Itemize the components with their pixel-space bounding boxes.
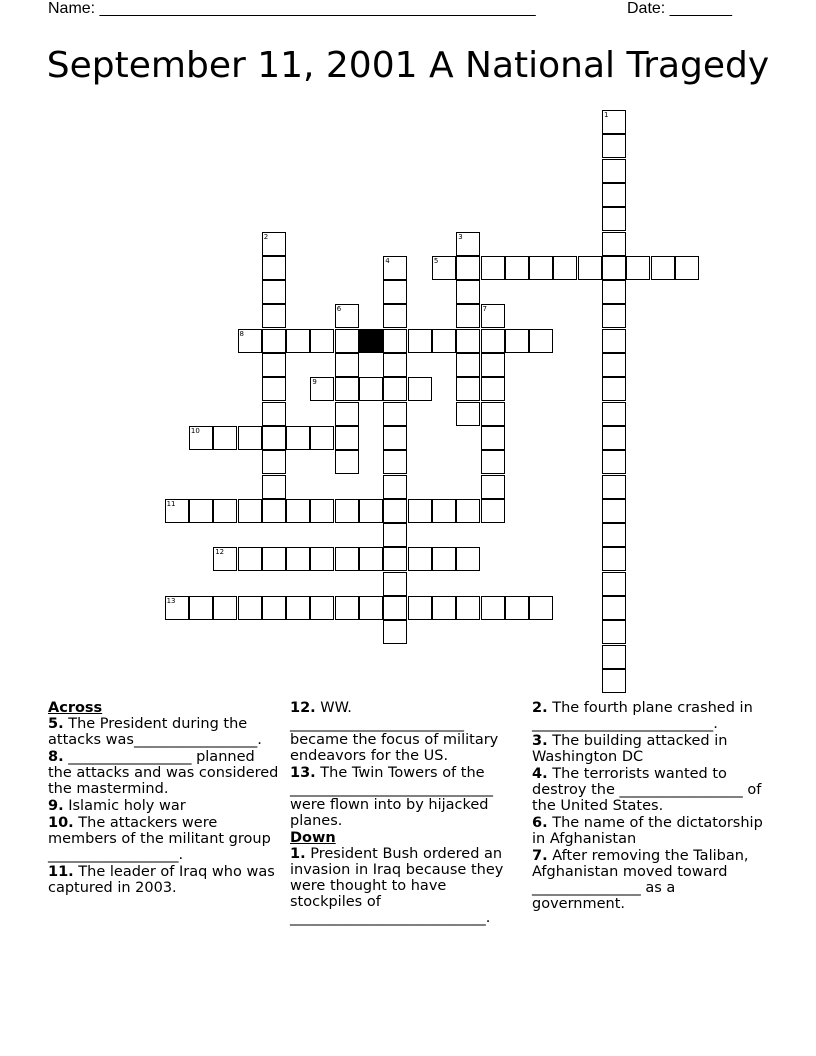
grid-cell[interactable] [310, 499, 334, 523]
grid-cell[interactable] [602, 329, 626, 353]
cell-number: 2 [263, 232, 269, 241]
grid-cell[interactable] [359, 499, 383, 523]
clue-column-1 [48, 700, 280, 897]
grid-cell[interactable] [456, 499, 480, 523]
grid-cell[interactable] [602, 207, 626, 231]
grid-cell[interactable] [505, 596, 529, 620]
clue-number: 8. [48, 749, 64, 765]
clue-down-3 [532, 733, 764, 765]
grid-cell[interactable] [481, 256, 505, 280]
grid-cell[interactable] [262, 475, 286, 499]
cell-number: 7 [482, 305, 487, 314]
grid-cell[interactable] [383, 499, 407, 523]
clue-text: WW. ________________________ became the focus of military endeavors for the US. [290, 700, 499, 764]
grid-cell[interactable] [383, 353, 407, 377]
grid-cell[interactable] [456, 280, 480, 304]
grid-cell[interactable] [262, 353, 286, 377]
grid-cell[interactable] [432, 547, 456, 571]
cell-number: 10 [190, 426, 200, 435]
grid-cell[interactable] [602, 523, 626, 547]
grid-cell[interactable] [481, 402, 505, 426]
grid-cell[interactable] [359, 377, 383, 401]
name-field-label[interactable]: Name: _________________________________________________ [48, 0, 536, 17]
grid-cell[interactable] [383, 280, 407, 304]
grid-cell[interactable] [262, 426, 286, 450]
cell-number: 11 [166, 499, 176, 508]
clue-text: The Twin Towers of the ____________________________ were flown into by hijacked planes. [290, 765, 493, 829]
grid-cell[interactable] [335, 426, 359, 450]
clue-number: 2. [532, 700, 548, 716]
clue-number: 9. [48, 798, 64, 814]
grid-cell[interactable] [383, 450, 407, 474]
grid-cell[interactable] [602, 134, 626, 158]
grid-cell[interactable] [262, 329, 286, 353]
grid-cell[interactable] [213, 547, 237, 571]
grid-cell[interactable] [432, 256, 456, 280]
grid-cell[interactable] [602, 669, 626, 693]
grid-cell[interactable] [481, 450, 505, 474]
grid-cell[interactable] [602, 572, 626, 596]
clue-down-2 [532, 700, 764, 732]
grid-cell[interactable] [310, 547, 334, 571]
grid-cell[interactable] [408, 377, 432, 401]
grid-cell[interactable] [626, 256, 650, 280]
grid-cell[interactable] [408, 329, 432, 353]
black-square [359, 329, 383, 353]
clue-down-1 [290, 846, 522, 926]
grid-cell[interactable] [189, 426, 213, 450]
grid-cell[interactable] [432, 596, 456, 620]
clue-number: 5. [48, 716, 64, 732]
grid-cell[interactable] [481, 596, 505, 620]
clue-number: 4. [532, 766, 548, 782]
grid-cell[interactable] [481, 426, 505, 450]
clue-number: 12. [290, 700, 316, 716]
grid-cell[interactable] [481, 353, 505, 377]
grid-cell[interactable] [602, 110, 626, 134]
grid-cell[interactable] [213, 499, 237, 523]
clue-column-2 [290, 700, 522, 927]
grid-cell[interactable] [286, 329, 310, 353]
grid-cell[interactable] [383, 620, 407, 644]
grid-cell[interactable] [456, 596, 480, 620]
grid-cell[interactable] [602, 256, 626, 280]
cell-number: 8 [239, 329, 244, 338]
grid-cell[interactable] [262, 547, 286, 571]
grid-cell[interactable] [213, 426, 237, 450]
across-heading: Across [48, 700, 103, 716]
grid-cell[interactable] [383, 377, 407, 401]
grid-cell[interactable] [335, 450, 359, 474]
clue-text: President Bush ordered an invasion in Iraq because they were thought to have stockpiles of ___________________________. [290, 846, 504, 926]
grid-cell[interactable] [383, 596, 407, 620]
clue-across-11 [48, 864, 280, 896]
grid-cell[interactable] [553, 256, 577, 280]
grid-cell[interactable] [529, 256, 553, 280]
grid-cell[interactable] [335, 547, 359, 571]
clue-across-5 [48, 716, 280, 748]
grid-cell[interactable] [286, 547, 310, 571]
grid-cell[interactable] [189, 596, 213, 620]
grid-cell[interactable] [651, 256, 675, 280]
grid-cell[interactable] [602, 499, 626, 523]
grid-cell[interactable] [286, 426, 310, 450]
grid-cell[interactable] [481, 377, 505, 401]
page-title: September 11, 2001 A National Tragedy [46, 45, 770, 86]
grid-cell[interactable] [675, 256, 699, 280]
cell-number: 12 [215, 548, 225, 557]
grid-cell[interactable] [383, 256, 407, 280]
grid-cell[interactable] [165, 499, 189, 523]
grid-cell[interactable] [165, 596, 189, 620]
grid-cell[interactable] [383, 475, 407, 499]
grid-cell[interactable] [189, 499, 213, 523]
clue-text: The name of the dictatorship in Afghanistan [532, 815, 763, 847]
grid-cell[interactable] [602, 450, 626, 474]
grid-cell[interactable] [310, 377, 334, 401]
grid-cell[interactable] [238, 426, 262, 450]
grid-cell[interactable] [383, 523, 407, 547]
clue-text: The President during the attacks was_________________. [48, 716, 262, 748]
clue-text: _________________ planned the attacks and was considered the mastermind. [48, 749, 279, 797]
clue-number: 1. [290, 846, 306, 862]
grid-cell[interactable] [602, 280, 626, 304]
grid-cell[interactable] [262, 402, 286, 426]
clue-number: 6. [532, 815, 548, 831]
grid-cell[interactable] [602, 645, 626, 669]
clue-number: 7. [532, 848, 548, 864]
cell-number: 4 [385, 256, 390, 265]
grid-cell[interactable] [456, 256, 480, 280]
clue-across-13 [290, 765, 522, 829]
grid-cell[interactable] [262, 377, 286, 401]
grid-cell[interactable] [262, 304, 286, 328]
grid-cell[interactable] [310, 596, 334, 620]
cell-number: 1 [604, 111, 609, 119]
grid-cell[interactable] [481, 475, 505, 499]
down-heading: Down [290, 830, 336, 846]
grid-cell[interactable] [383, 572, 407, 596]
grid-cell[interactable] [310, 329, 334, 353]
grid-cell[interactable] [238, 547, 262, 571]
grid-cell[interactable] [432, 329, 456, 353]
grid-cell[interactable] [529, 596, 553, 620]
grid-cell[interactable] [456, 402, 480, 426]
clue-down-7 [532, 848, 764, 912]
cell-number: 9 [312, 378, 317, 387]
grid-cell[interactable] [383, 402, 407, 426]
grid-cell[interactable] [481, 499, 505, 523]
grid-cell[interactable] [335, 353, 359, 377]
grid-cell[interactable] [335, 329, 359, 353]
grid-cell[interactable] [383, 304, 407, 328]
clue-text: After removing the Taliban, Afghanistan moved toward _______________ as a government. [532, 848, 749, 912]
grid-cell[interactable] [602, 596, 626, 620]
clue-number: 3. [532, 733, 548, 749]
clue-text: The leader of Iraq who was captured in 2003. [48, 864, 275, 896]
grid-cell[interactable] [335, 304, 359, 328]
grid-cell[interactable] [383, 426, 407, 450]
grid-cell[interactable] [602, 620, 626, 644]
grid-cell[interactable] [262, 256, 286, 280]
clue-number: 13. [290, 765, 316, 781]
grid-cell[interactable] [505, 256, 529, 280]
grid-cell[interactable] [262, 232, 286, 256]
grid-cell[interactable] [456, 377, 480, 401]
cell-number: 3 [458, 232, 463, 241]
date-field-label[interactable]: Date: _______ [627, 0, 732, 17]
grid-cell[interactable] [335, 596, 359, 620]
grid-cell[interactable] [408, 547, 432, 571]
grid-cell[interactable] [602, 426, 626, 450]
grid-cell[interactable] [456, 232, 480, 256]
grid-cell[interactable] [602, 353, 626, 377]
grid-cell[interactable] [602, 183, 626, 207]
clue-down-4 [532, 766, 764, 814]
grid-cell[interactable] [578, 256, 602, 280]
grid-cell[interactable] [262, 280, 286, 304]
grid-cell[interactable] [505, 329, 529, 353]
grid-cell[interactable] [408, 596, 432, 620]
grid-cell[interactable] [238, 596, 262, 620]
clue-text: Islamic holy war [68, 798, 186, 814]
clue-across-12 [290, 700, 522, 764]
clue-across-9 [48, 798, 280, 814]
clue-text: The fourth plane crashed in _________________________. [532, 700, 753, 732]
grid-cell[interactable] [286, 596, 310, 620]
grid-cell[interactable] [456, 547, 480, 571]
grid-cell[interactable] [456, 329, 480, 353]
grid-cell[interactable] [383, 329, 407, 353]
clue-across-8 [48, 749, 280, 797]
grid-cell[interactable] [602, 402, 626, 426]
grid-cell[interactable] [310, 426, 334, 450]
clue-number: 10. [48, 815, 74, 831]
clue-column-3 [532, 700, 764, 913]
clue-text: The building attacked in Washington DC [532, 733, 728, 765]
clue-text: The attackers were members of the militant group __________________. [48, 815, 271, 863]
grid-cell[interactable] [335, 402, 359, 426]
grid-cell[interactable] [432, 499, 456, 523]
grid-cell[interactable] [262, 499, 286, 523]
clue-text: The terrorists wanted to destroy the _________________ of the United States. [532, 766, 762, 814]
grid-cell[interactable] [383, 547, 407, 571]
grid-cell[interactable] [602, 232, 626, 256]
grid-cell[interactable] [456, 353, 480, 377]
grid-cell[interactable] [602, 304, 626, 328]
cell-number: 6 [336, 305, 342, 314]
grid-cell[interactable] [602, 159, 626, 183]
clue-across-10 [48, 815, 280, 863]
clue-number: 11. [48, 864, 74, 880]
grid-cell[interactable] [359, 596, 383, 620]
grid-cell[interactable] [335, 499, 359, 523]
grid-cell[interactable] [262, 596, 286, 620]
clue-down-6 [532, 815, 764, 847]
grid-cell[interactable] [602, 475, 626, 499]
grid-cell[interactable] [481, 329, 505, 353]
grid-cell[interactable] [456, 304, 480, 328]
grid-cell[interactable] [286, 499, 310, 523]
grid-cell[interactable] [262, 450, 286, 474]
grid-cell[interactable] [213, 596, 237, 620]
grid-cell[interactable] [238, 329, 262, 353]
grid-cell[interactable] [529, 329, 553, 353]
grid-cell[interactable] [602, 377, 626, 401]
grid-cell[interactable] [238, 499, 262, 523]
grid-cell[interactable] [359, 547, 383, 571]
grid-cell[interactable] [481, 304, 505, 328]
grid-cell[interactable] [335, 377, 359, 401]
cell-number: 13 [166, 597, 176, 605]
grid-cell[interactable] [602, 547, 626, 571]
cell-number: 5 [433, 256, 439, 265]
grid-cell[interactable] [408, 499, 432, 523]
